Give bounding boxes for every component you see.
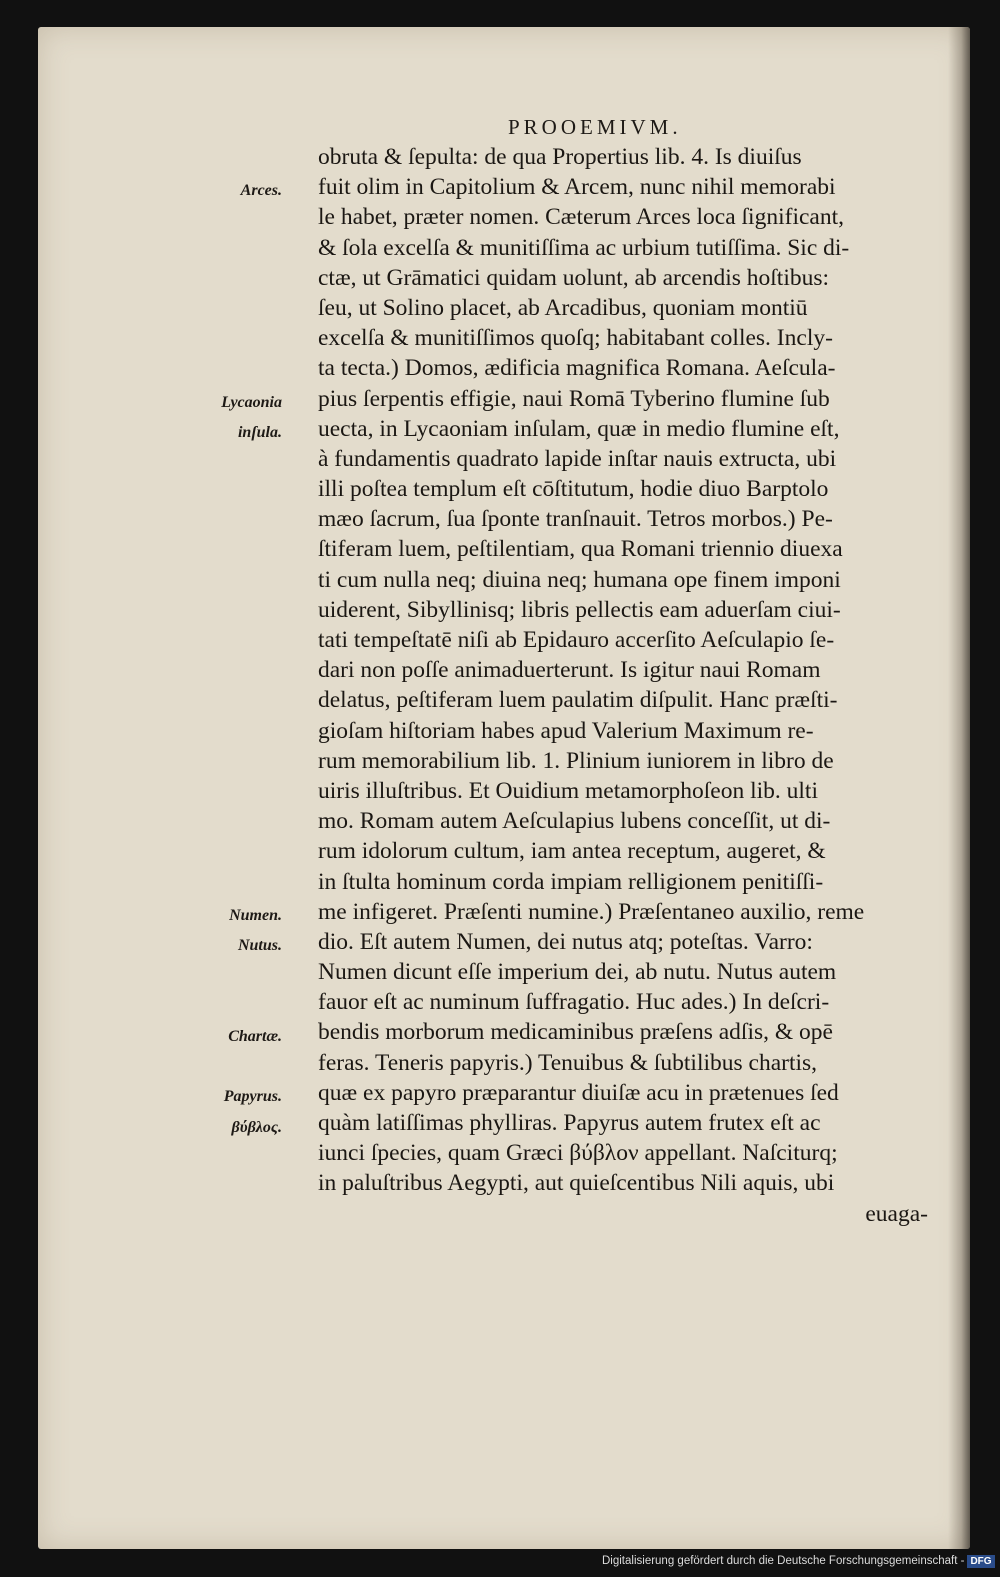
text-line: bendis morborum medicaminibus præſens adſis, & opē xyxy=(318,1019,833,1046)
text-line: ſtiferam luem, peſtilentiam, qua Romani triennio diuexa xyxy=(318,536,843,563)
text-line: pius ſerpentis effigie, naui Romā Tyberino flumine ſub xyxy=(318,385,830,412)
text-line: euaga- xyxy=(865,1200,928,1227)
text-line: delatus, peſtiferam luem paulatim diſpulit. Hanc præſti- xyxy=(318,687,838,714)
credit-text: Digitalisierung gefördert durch die Deutsche Forschungsgemeinschaft - xyxy=(602,1555,965,1567)
text-line: ta tecta.) Domos, ædificia magnifica Romana. Aeſcula- xyxy=(318,355,836,382)
text-line: iunci ſpecies, quam Græci βύβλον appellant. Naſciturq; xyxy=(318,1140,838,1167)
text-line: ti cum nulla neq; diuina neq; humana ope finem imponi xyxy=(318,566,841,593)
marginal-note: inſula. xyxy=(237,424,282,441)
digitization-credit xyxy=(602,1555,990,1573)
text-line: ctæ, ut Grāmatici quidam uolunt, ab arcendis hoſtibus: xyxy=(318,264,830,291)
text-line: uiderent, Sibyllinisq; libris pellectis eam aduerſam ciui- xyxy=(318,596,841,623)
marginal-note: Nutus. xyxy=(237,937,282,955)
dfg-logo: DFG xyxy=(967,1555,994,1568)
text-line: in ſtulta hominum corda impiam relligionem penitiſſi- xyxy=(318,868,824,895)
text-line: me infigeret. Præſenti numine.) Præſentaneo auxilio, reme xyxy=(318,898,865,925)
marginal-note: βύβλος. xyxy=(231,1118,282,1136)
text-line: excelſa & munitiſſimos quoſq; habitabant colles. Incly- xyxy=(318,325,833,352)
text-line: gioſam hiſtoriam habes apud Valerium Maximum re- xyxy=(318,717,814,744)
text-line: dio. Eſt autem Numen, dei nutus atq; poteſtas. Varro: xyxy=(318,928,813,955)
text-line: mæo ſacrum, ſua ſponte tranſnauit. Tetros morbos.) Pe- xyxy=(318,506,833,533)
text-line: & ſola excelſa & munitiſſima ac urbium tutiſſima. Sic di- xyxy=(318,234,850,261)
text-line: Numen dicunt eſſe imperium dei, ab nutu. Nutus autem xyxy=(318,959,837,986)
text-line: in paluſtribus Aegypti, aut quieſcentibus Nili aquis, ubi xyxy=(318,1170,835,1197)
text-line: mo. Romam autem Aeſculapius lubens conceſſit, ut di- xyxy=(318,808,831,835)
text-line: obruta & ſepulta: de qua Propertius lib. 4. Is diuiſus xyxy=(318,144,802,170)
marginal-note: Lycaonia xyxy=(221,393,282,411)
marginal-note: Numen. xyxy=(229,907,282,925)
text-line: le habet, præter nomen. Cæterum Arces loca ſignificant, xyxy=(318,204,844,231)
running-header: PROOEMIVM. xyxy=(508,115,682,139)
text-line: quæ ex papyro præparantur diuiſæ acu in prætenues ſed xyxy=(318,1079,839,1106)
text-line: feras. Teneris papyris.) Tenuibus & ſubtilibus chartis, xyxy=(318,1049,818,1076)
text-line: rum memorabilium lib. 1. Plinium iuniorem in libro de xyxy=(318,747,834,774)
text-line: illi poſtea templum eſt cōſtitutum, hodie diuo Barptolo xyxy=(318,476,829,503)
text-line: tati tempeſtatē niſi ab Epidauro accerſito Aeſculapio ſe- xyxy=(318,627,835,653)
marginal-note: Arces. xyxy=(240,182,282,200)
text-line: fauor eſt ac numinum ſuffragatio. Huc ades.) In deſcri- xyxy=(318,989,830,1016)
book-page xyxy=(38,27,970,1549)
text-line: uecta, in Lycaoniam inſulam, quæ in medio flumine eſt, xyxy=(318,415,840,442)
body-text xyxy=(318,142,958,1229)
text-line: quàm latiſſimas phylliras. Papyrus autem frutex eſt ac xyxy=(318,1110,821,1136)
marginal-note: Chartæ. xyxy=(228,1028,282,1045)
text-line: à fundamentis quadrato lapide inſtar nauis extructa, ubi xyxy=(318,445,837,472)
text-line: fuit olim in Capitolium & Arcem, nunc nihil memorabi xyxy=(318,174,836,201)
text-line: ſeu, ut Solino placet, ab Arcadibus, quoniam montiū xyxy=(318,294,808,321)
text-line: dari non poſſe animaduerterunt. Is igitur naui Romam xyxy=(318,657,821,684)
text-line: rum idolorum cultum, iam antea receptum, augeret, & xyxy=(318,838,826,865)
text-line: uiris illuſtribus. Et Ouidium metamorphoſeon lib. ulti xyxy=(318,777,818,804)
marginal-note: Papyrus. xyxy=(223,1088,282,1106)
